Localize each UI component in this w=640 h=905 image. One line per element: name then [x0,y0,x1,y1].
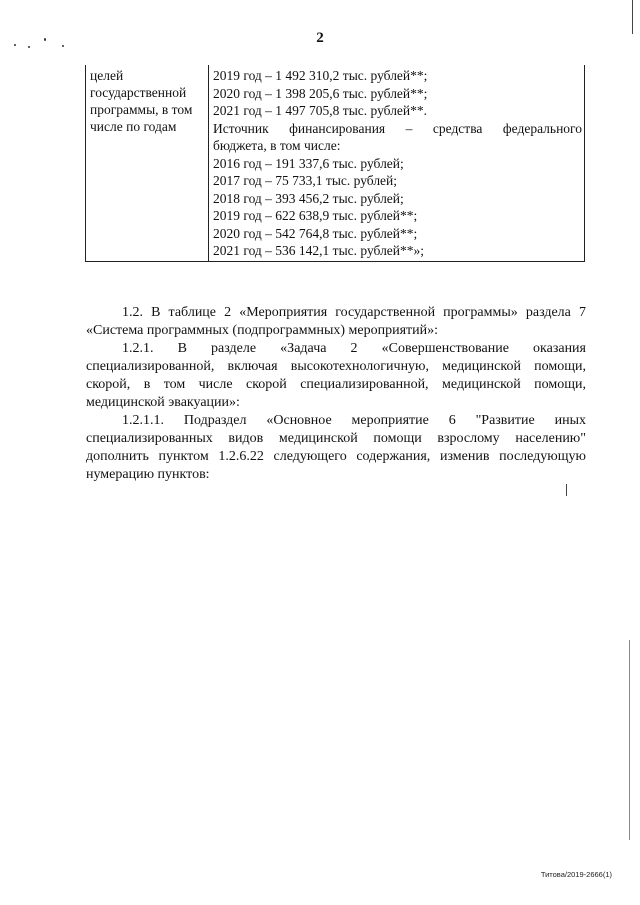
document-body [86,304,586,484]
table-left-line: целей [90,68,124,83]
table-right-line: бюджета, в том числе: [213,138,341,153]
page-number: 2 [316,30,324,46]
table-right-line: 2020 год – 542 764,8 тыс. рублей**; [213,225,418,241]
table-right-line: Источник финансирования – средства федерального [213,120,582,136]
table-right-line: 2021 год – 1 497 705,8 тыс. рублей**. [213,103,428,118]
scan-edge-line [632,0,633,34]
body-paragraph: 1.2.1. В разделе «Задача 2 «Совершенствование оказания специализированной, включая высокотехнологичную, медицинской помощи, скорой, в том числе скорой специализированной, медицинской помощи, медицинской эвакуации»: [86,341,586,410]
document-footer-id: Титова/2019-2666(1) [540,870,612,879]
table-left-line: числе по годам [90,119,177,134]
table-right-line: 2017 год – 75 733,1 тыс. рублей; [213,173,398,188]
funding-table [85,65,585,262]
body-paragraph: 1.2.1.1. Подраздел «Основное мероприятие 6 "Развитие иных специализированных видов медицинской помощи взрослому населению" дополнить пунктом 1.2.6.22 следующего содержания, изменив последующую нумерацию пунктов: [86,413,586,482]
table-left-line: программы, в том [90,102,193,117]
table-left-line: государственной [90,85,187,100]
table-right-line: 2018 год – 393 456,2 тыс. рублей; [213,190,404,206]
table-right-cell [213,67,582,260]
table-column-divider [208,65,209,261]
table-right-line: 2019 год – 1 492 310,2 тыс. рублей**; [213,68,428,83]
scan-edge-line [629,640,630,840]
table-right-line: 2020 год – 1 398 205,6 тыс. рублей**; [213,85,428,101]
table-left-cell [90,67,206,135]
table-right-line: 2021 год – 536 142,1 тыс. рублей**»; [213,243,425,258]
scan-edge-line [566,484,567,496]
body-paragraph: 1.2. В таблице 2 «Мероприятия государственной программы» раздела 7 «Система программных (подпрограммных) мероприятий»: [86,305,586,338]
table-right-line: 2016 год – 191 337,6 тыс. рублей; [213,155,404,171]
table-right-line: 2019 год – 622 638,9 тыс. рублей**; [213,208,418,223]
